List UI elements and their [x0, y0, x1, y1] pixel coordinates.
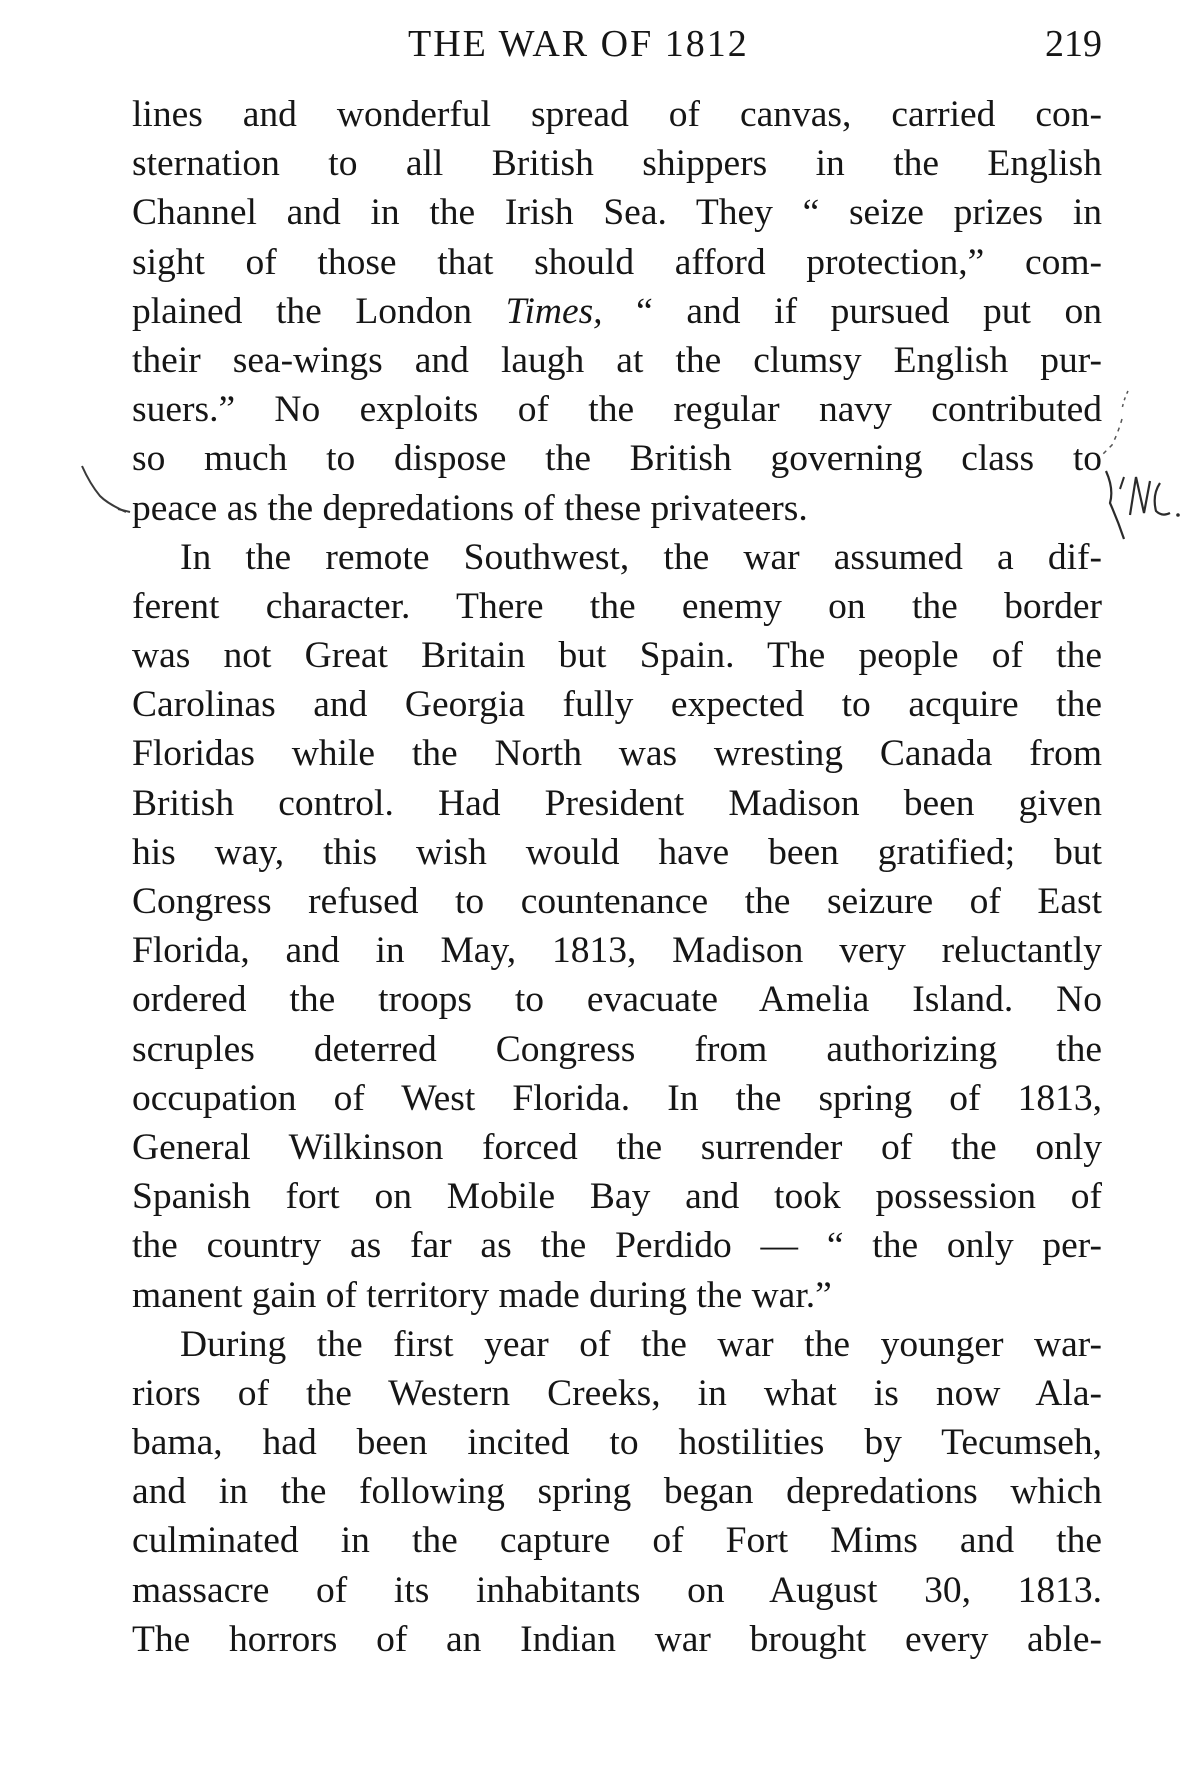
text-line: The horrors of an Indian war brought every able- [132, 1618, 1102, 1660]
text-line: the country as far as the Perdido — “ the only per- [132, 1225, 1102, 1267]
text-fragment: plained the London [132, 290, 506, 332]
text-line: British control. Had President Madison been given [132, 782, 1102, 824]
text-line: sternation to all British shippers in the English [132, 143, 1102, 185]
text-line: Florida, and in May, 1813, Madison very reluctantly [132, 930, 1102, 972]
text-line: so much to dispose the British governing class to [132, 438, 1102, 480]
text-line: was not Great Britain but Spain. The people of the [132, 635, 1102, 677]
paragraph-end-line: peace as the depredations of these privateers. [132, 487, 808, 529]
paragraph-end-line: manent gain of territory made during the war.” [132, 1274, 832, 1316]
body-text [132, 90, 1102, 1664]
text-line: culminated in the capture of Fort Mims and the [132, 1520, 1102, 1562]
page-number: 219 [1045, 23, 1102, 65]
text-line [132, 287, 1102, 336]
text-fragment: “ and if pursued put on [602, 290, 1102, 332]
italic-title: Times, [505, 290, 603, 332]
text-line: Carolinas and Georgia fully expected to acquire the [132, 684, 1102, 726]
text-line: Channel and in the Irish Sea. They “ seize prizes in [132, 192, 1102, 234]
text-line: Congress refused to countenance the seizure of East [132, 881, 1102, 922]
text-line: massacre of its inhabitants on August 30, 1813. [132, 1569, 1102, 1611]
text-line: lines and wonderful spread of canvas, carried con- [132, 94, 1102, 135]
paragraph-start-line: During the first year of the war the younger war- [180, 1323, 1102, 1365]
text-line: bama, had been incited to hostilities by Tecumseh, [132, 1422, 1102, 1464]
right-margin-pencil-annotation [1100, 385, 1185, 565]
running-title: THE WAR OF 1812 [408, 23, 749, 65]
text-line: their sea-wings and laugh at the clumsy English pur- [132, 339, 1102, 381]
text-line: sight of those that should afford protection,” com- [132, 241, 1102, 283]
text-line: and in the following spring began depredations which [132, 1471, 1102, 1513]
text-line: Spanish fort on Mobile Bay and took possession of [132, 1176, 1102, 1218]
paragraph-start-line: In the remote Southwest, the war assumed a dif- [180, 536, 1102, 578]
text-line: ordered the troops to evacuate Amelia Island. No [132, 979, 1102, 1021]
text-line: scruples deterred Congress from authorizing the [132, 1028, 1102, 1070]
running-head [140, 22, 1140, 72]
text-line: riors of the Western Creeks, in what is now Ala- [132, 1372, 1102, 1414]
text-line: suers.” No exploits of the regular navy contributed [132, 389, 1102, 431]
text-line: his way, this wish would have been gratified; but [132, 831, 1102, 873]
text-line: ferent character. There the enemy on the border [132, 585, 1102, 627]
text-line: occupation of West Florida. In the spring of 1813, [132, 1077, 1102, 1119]
text-line: General Wilkinson forced the surrender of the only [132, 1126, 1102, 1168]
text-line: Floridas while the North was wresting Canada from [132, 733, 1102, 775]
left-margin-pencil-mark [78, 462, 138, 532]
